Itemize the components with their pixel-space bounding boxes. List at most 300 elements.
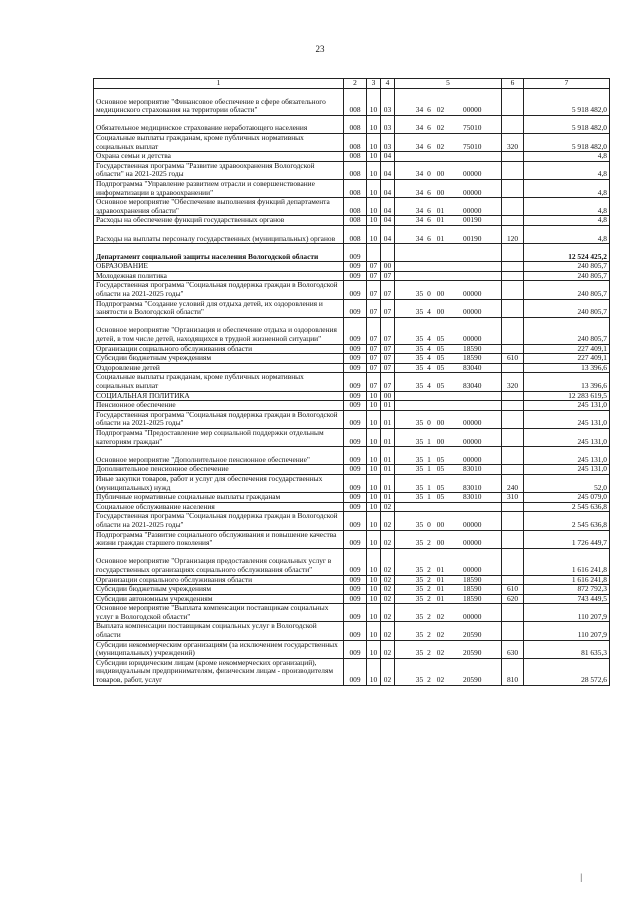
article-code-part: 20590 <box>463 630 482 640</box>
subsection-code: 07 <box>381 299 395 317</box>
row-name: Основное мероприятие "Выплата компенсации поставщикам социальных услуг в Вологодской области" <box>94 604 344 622</box>
amount: 227 409,1 <box>524 354 610 364</box>
ministry-code: 008 <box>344 89 367 116</box>
subsection-code: 02 <box>381 622 395 640</box>
subsection-code: 04 <box>381 198 395 216</box>
expense-type-code <box>502 161 524 179</box>
section-code <box>367 244 381 262</box>
article-code-part: 01 <box>436 233 445 243</box>
article-code-part: 35 <box>415 334 424 344</box>
amount: 4,8 <box>524 179 610 197</box>
amount: 110 207,9 <box>524 622 610 640</box>
row-name: Социальное обслуживание населения <box>94 502 344 512</box>
article-code-part: 34 <box>415 187 424 197</box>
article-code-part: 05 <box>436 353 445 363</box>
article-code-part: 4 <box>427 363 431 372</box>
article-code-part: 00190 <box>463 233 482 243</box>
subsection-code: 02 <box>381 594 395 604</box>
article-code-part: 35 <box>415 454 424 464</box>
ministry-code: 009 <box>344 474 367 492</box>
ministry-code: 009 <box>344 502 367 512</box>
expense-type-code <box>502 317 524 344</box>
row-name: Расходы на обеспечение функций государственных органов <box>94 216 344 226</box>
table-row <box>94 271 610 281</box>
article-code-part: 01 <box>436 205 445 215</box>
target-article-code <box>395 502 502 512</box>
row-name: Государственная программа "Социальная поддержка граждан в Вологодской области на 2021-2025 годы" <box>94 512 344 530</box>
article-code-part: 00 <box>436 436 445 446</box>
subsection-code: 02 <box>381 658 395 685</box>
ministry-code: 009 <box>344 493 367 503</box>
article-code-part: 35 <box>415 344 424 353</box>
amount: 240 805,7 <box>524 299 610 317</box>
section-code: 07 <box>367 281 381 299</box>
row-name: Государственная программа "Развитие здравоохранения Вологодской области" на 2021-2025 годы <box>94 161 344 179</box>
article-code-part: 00000 <box>463 454 482 464</box>
expense-type-code: 630 <box>502 640 524 658</box>
article-code-part: 00000 <box>463 418 482 428</box>
target-article-code <box>395 115 502 133</box>
ministry-code: 008 <box>344 179 367 197</box>
article-code-part: 00000 <box>463 105 482 115</box>
subsection-code: 04 <box>381 152 395 162</box>
ministry-code: 009 <box>344 530 367 548</box>
ministry-code: 009 <box>344 512 367 530</box>
article-code-part: 35 <box>415 381 424 391</box>
article-code-part: 05 <box>436 482 445 492</box>
expense-type-code <box>502 152 524 162</box>
article-code-part: 75010 <box>463 123 482 133</box>
table-row <box>94 281 610 299</box>
row-name: Организации социального обслуживания области <box>94 575 344 585</box>
table-row <box>94 354 610 364</box>
article-code-part: 35 <box>415 675 424 685</box>
article-code-part: 0 <box>427 169 431 179</box>
article-code-part: 00 <box>436 418 445 428</box>
expense-type-code <box>502 502 524 512</box>
target-article-code <box>395 373 502 391</box>
article-code-part: 00000 <box>463 564 482 574</box>
target-article-code <box>395 474 502 492</box>
subsection-code: 02 <box>381 548 395 575</box>
amount: 245 131,0 <box>524 410 610 428</box>
section-code: 10 <box>367 225 381 243</box>
article-code-part: 83040 <box>463 363 482 372</box>
article-code-part: 00 <box>436 289 445 299</box>
ministry-code: 009 <box>344 373 367 391</box>
amount: 245 131,0 <box>524 429 610 447</box>
expense-type-code <box>502 548 524 575</box>
amount: 4,8 <box>524 225 610 243</box>
section-code: 10 <box>367 465 381 475</box>
ministry-code: 009 <box>344 429 367 447</box>
article-code-part: 02 <box>436 648 445 658</box>
article-code-part: 00000 <box>463 169 482 179</box>
subsection-code: 03 <box>381 115 395 133</box>
amount: 13 396,6 <box>524 363 610 373</box>
page-number: 23 <box>315 44 325 54</box>
section-code: 10 <box>367 512 381 530</box>
amount: 81 635,3 <box>524 640 610 658</box>
section-code: 10 <box>367 594 381 604</box>
article-code-part: 02 <box>436 141 445 151</box>
subsection-code: 01 <box>381 429 395 447</box>
article-code-part: 83040 <box>463 381 482 391</box>
target-article-code <box>395 179 502 197</box>
target-article-code <box>395 161 502 179</box>
article-code-part: 00 <box>436 307 445 317</box>
article-code-part: 20590 <box>463 648 482 658</box>
expense-type-code <box>502 530 524 548</box>
ministry-code: 009 <box>344 640 367 658</box>
article-code-part: 6 <box>427 233 431 243</box>
expense-type-code <box>502 179 524 197</box>
article-code-part: 83010 <box>463 492 482 502</box>
article-code-part: 4 <box>427 334 431 344</box>
section-code: 07 <box>367 299 381 317</box>
target-article-code <box>395 493 502 503</box>
section-code: 10 <box>367 391 381 401</box>
table-row <box>94 548 610 575</box>
subsection-code: 00 <box>381 262 395 272</box>
expense-type-code <box>502 299 524 317</box>
article-code-part: 00000 <box>463 436 482 446</box>
article-code-part: 4 <box>427 344 431 353</box>
table-row <box>94 622 610 640</box>
ministry-code: 009 <box>344 575 367 585</box>
target-article-code <box>395 512 502 530</box>
article-code-part: 0 <box>427 519 431 529</box>
amount: 4,8 <box>524 198 610 216</box>
subsection-code: 02 <box>381 604 395 622</box>
article-code-part: 35 <box>415 492 424 502</box>
ministry-code: 009 <box>344 410 367 428</box>
section-code: 10 <box>367 585 381 595</box>
amount: 12 283 619,5 <box>524 391 610 401</box>
target-article-code <box>395 640 502 658</box>
row-name: Публичные нормативные социальные выплаты гражданам <box>94 493 344 503</box>
subsection-code: 02 <box>381 585 395 595</box>
article-code-part: 00190 <box>463 215 482 225</box>
target-article-code <box>395 244 502 262</box>
article-code-part: 1 <box>427 436 431 446</box>
row-name: Дополнительное пенсионное обеспечение <box>94 465 344 475</box>
target-article-code <box>395 622 502 640</box>
section-code: 10 <box>367 530 381 548</box>
row-name: Субсидии юридическим лицам (кроме некоммерческих организаций), индивидуальным предпринимателям, физическим лицам - производителям товаров, работ, услуг <box>94 658 344 685</box>
article-code-part: 35 <box>415 538 424 548</box>
target-article-code <box>395 133 502 151</box>
amount: 227 409,1 <box>524 344 610 354</box>
amount: 4,8 <box>524 152 610 162</box>
expense-type-code <box>502 604 524 622</box>
article-code-part: 00000 <box>463 519 482 529</box>
article-code-part: 6 <box>427 123 431 133</box>
article-code-part: 02 <box>436 123 445 133</box>
subsection-code: 04 <box>381 225 395 243</box>
article-code-part: 2 <box>427 630 431 640</box>
expense-type-code: 120 <box>502 225 524 243</box>
expense-type-code <box>502 262 524 272</box>
amount: 245 131,0 <box>524 465 610 475</box>
article-code-part: 6 <box>427 215 431 225</box>
amount: 240 805,7 <box>524 262 610 272</box>
section-code: 10 <box>367 133 381 151</box>
amount: 52,0 <box>524 474 610 492</box>
article-code-part: 34 <box>415 141 424 151</box>
ministry-code: 009 <box>344 594 367 604</box>
table-row <box>94 585 610 595</box>
table-row <box>94 225 610 243</box>
expense-type-code <box>502 281 524 299</box>
article-code-part: 35 <box>415 648 424 658</box>
article-code-part: 2 <box>427 611 431 621</box>
column-header: 6 <box>502 79 524 89</box>
row-name: Основное мероприятие "Организация и обеспечение отдыха и оздоровления детей, в том числе детей, находящихся в трудной жизненной ситуации" <box>94 317 344 344</box>
target-article-code <box>395 262 502 272</box>
target-article-code <box>395 575 502 585</box>
subsection-code: 04 <box>381 161 395 179</box>
table-row <box>94 198 610 216</box>
expense-type-code: 320 <box>502 373 524 391</box>
expense-type-code: 240 <box>502 474 524 492</box>
amount: 13 396,6 <box>524 373 610 391</box>
article-code-part: 2 <box>427 584 431 594</box>
column-header: 4 <box>381 79 395 89</box>
table-row <box>94 216 610 226</box>
article-code-part: 01 <box>436 564 445 574</box>
article-code-part: 35 <box>415 584 424 594</box>
table-row <box>94 373 610 391</box>
target-article-code <box>395 216 502 226</box>
row-name: ОБРАЗОВАНИЕ <box>94 262 344 272</box>
row-name: СОЦИАЛЬНАЯ ПОЛИТИКА <box>94 391 344 401</box>
ministry-code: 009 <box>344 262 367 272</box>
section-code: 10 <box>367 429 381 447</box>
ministry-code: 009 <box>344 391 367 401</box>
article-code-part: 05 <box>436 381 445 391</box>
article-code-part: 83010 <box>463 464 482 474</box>
article-code-part: 75010 <box>463 141 482 151</box>
ministry-code: 008 <box>344 161 367 179</box>
table-header-row <box>94 79 610 89</box>
row-name: Оздоровление детей <box>94 363 344 373</box>
article-code-part: 35 <box>415 482 424 492</box>
article-code-part: 1 <box>427 464 431 474</box>
subsection-code: 07 <box>381 271 395 281</box>
table-row <box>94 512 610 530</box>
section-code: 10 <box>367 622 381 640</box>
amount: 245 079,0 <box>524 493 610 503</box>
article-code-part: 1 <box>427 492 431 502</box>
amount: 2 545 636,8 <box>524 502 610 512</box>
target-article-code <box>395 429 502 447</box>
table-row <box>94 474 610 492</box>
article-code-part: 00 <box>436 519 445 529</box>
article-code-part: 34 <box>415 105 424 115</box>
expense-type-code: 610 <box>502 354 524 364</box>
table-row <box>94 465 610 475</box>
ministry-code: 009 <box>344 344 367 354</box>
article-code-part: 00000 <box>463 205 482 215</box>
section-code: 10 <box>367 401 381 411</box>
row-name: Пенсионное обеспечение <box>94 401 344 411</box>
article-code-part: 4 <box>427 381 431 391</box>
article-code-part: 05 <box>436 454 445 464</box>
expense-type-code <box>502 401 524 411</box>
table-row <box>94 640 610 658</box>
table-row <box>94 152 610 162</box>
table-row <box>94 161 610 179</box>
article-code-part: 4 <box>427 353 431 363</box>
target-article-code <box>395 604 502 622</box>
article-code-part: 00 <box>436 187 445 197</box>
section-code: 07 <box>367 344 381 354</box>
target-article-code <box>395 281 502 299</box>
table-row <box>94 575 610 585</box>
expense-type-code <box>502 363 524 373</box>
subsection-code: 07 <box>381 344 395 354</box>
amount: 4,8 <box>524 161 610 179</box>
article-code-part: 2 <box>427 675 431 685</box>
ministry-code: 009 <box>344 585 367 595</box>
article-code-part: 83010 <box>463 482 482 492</box>
amount: 1 616 241,8 <box>524 575 610 585</box>
expense-type-code <box>502 244 524 262</box>
target-article-code <box>395 530 502 548</box>
subsection-code: 02 <box>381 502 395 512</box>
section-code: 10 <box>367 575 381 585</box>
article-code-part: 35 <box>415 436 424 446</box>
article-code-part: 02 <box>436 105 445 115</box>
ministry-code: 009 <box>344 244 367 262</box>
article-code-part: 35 <box>415 575 424 584</box>
target-article-code <box>395 658 502 685</box>
subsection-code: 01 <box>381 447 395 465</box>
table-row <box>94 299 610 317</box>
table-row <box>94 115 610 133</box>
section-code: 10 <box>367 216 381 226</box>
target-article-code <box>395 299 502 317</box>
article-code-part: 01 <box>436 584 445 594</box>
section-code: 10 <box>367 604 381 622</box>
article-code-part: 05 <box>436 492 445 502</box>
row-name: Подпрограмма "Развитие социального обслуживания и повышение качества жизни граждан старшего поколения" <box>94 530 344 548</box>
target-article-code <box>395 447 502 465</box>
amount: 240 805,7 <box>524 271 610 281</box>
article-code-part: 02 <box>436 675 445 685</box>
target-article-code <box>395 585 502 595</box>
article-code-part: 34 <box>415 233 424 243</box>
amount: 5 918 482,0 <box>524 89 610 116</box>
article-code-part: 6 <box>427 187 431 197</box>
amount: 245 131,0 <box>524 447 610 465</box>
table-row <box>94 447 610 465</box>
column-header: 5 <box>395 79 502 89</box>
amount: 4,8 <box>524 216 610 226</box>
table-row <box>94 401 610 411</box>
section-code: 10 <box>367 474 381 492</box>
expense-type-code: 620 <box>502 594 524 604</box>
target-article-code <box>395 363 502 373</box>
subsection-code: 07 <box>381 373 395 391</box>
subsection-code: 03 <box>381 89 395 116</box>
amount: 1 726 449,7 <box>524 530 610 548</box>
table-row <box>94 317 610 344</box>
amount: 12 524 425,2 <box>524 244 610 262</box>
article-code-part: 00000 <box>463 538 482 548</box>
ministry-code: 009 <box>344 354 367 364</box>
target-article-code <box>395 344 502 354</box>
article-code-part: 00000 <box>463 611 482 621</box>
article-code-part: 6 <box>427 105 431 115</box>
section-code: 07 <box>367 373 381 391</box>
ministry-code: 009 <box>344 281 367 299</box>
article-code-part: 35 <box>415 353 424 363</box>
subsection-code: 02 <box>381 530 395 548</box>
section-code: 10 <box>367 502 381 512</box>
article-code-part: 34 <box>415 215 424 225</box>
article-code-part: 35 <box>415 519 424 529</box>
expense-type-code <box>502 198 524 216</box>
target-article-code <box>395 354 502 364</box>
article-code-part: 35 <box>415 418 424 428</box>
ministry-code: 008 <box>344 133 367 151</box>
article-code-part: 2 <box>427 594 431 603</box>
amount: 28 572,6 <box>524 658 610 685</box>
article-code-part: 05 <box>436 334 445 344</box>
table-row <box>94 658 610 685</box>
subsection-code: 00 <box>381 391 395 401</box>
table-row <box>94 410 610 428</box>
article-code-part: 00000 <box>463 307 482 317</box>
table-row <box>94 89 610 116</box>
row-name: Расходы на выплаты персоналу государственных (муниципальных) органов <box>94 225 344 243</box>
expense-type-code: 810 <box>502 658 524 685</box>
row-name: Субсидии бюджетным учреждениям <box>94 585 344 595</box>
target-article-code <box>395 410 502 428</box>
expense-type-code <box>502 391 524 401</box>
article-code-part: 0 <box>427 289 431 299</box>
amount: 5 918 482,0 <box>524 133 610 151</box>
target-article-code <box>395 152 502 162</box>
amount: 872 792,3 <box>524 585 610 595</box>
subsection-code: 01 <box>381 465 395 475</box>
table-row <box>94 429 610 447</box>
article-code-part: 35 <box>415 363 424 372</box>
subsection-code: 07 <box>381 354 395 364</box>
article-code-part: 00000 <box>463 334 482 344</box>
section-code: 07 <box>367 262 381 272</box>
row-name: Охрана семьи и детства <box>94 152 344 162</box>
target-article-code <box>395 465 502 475</box>
expense-type-code <box>502 622 524 640</box>
subsection-code: 04 <box>381 216 395 226</box>
subsection-code: 01 <box>381 410 395 428</box>
row-name: Основное мероприятие "Дополнительное пенсионное обеспечение" <box>94 447 344 465</box>
expense-type-code <box>502 465 524 475</box>
section-code: 07 <box>367 363 381 373</box>
article-code-part: 01 <box>436 215 445 225</box>
article-code-part: 01 <box>436 594 445 603</box>
target-article-code <box>395 225 502 243</box>
article-code-part: 1 <box>427 482 431 492</box>
article-code-part: 34 <box>415 205 424 215</box>
section-code: 10 <box>367 161 381 179</box>
expense-type-code: 320 <box>502 133 524 151</box>
amount: 240 805,7 <box>524 317 610 344</box>
article-code-part: 35 <box>415 289 424 299</box>
